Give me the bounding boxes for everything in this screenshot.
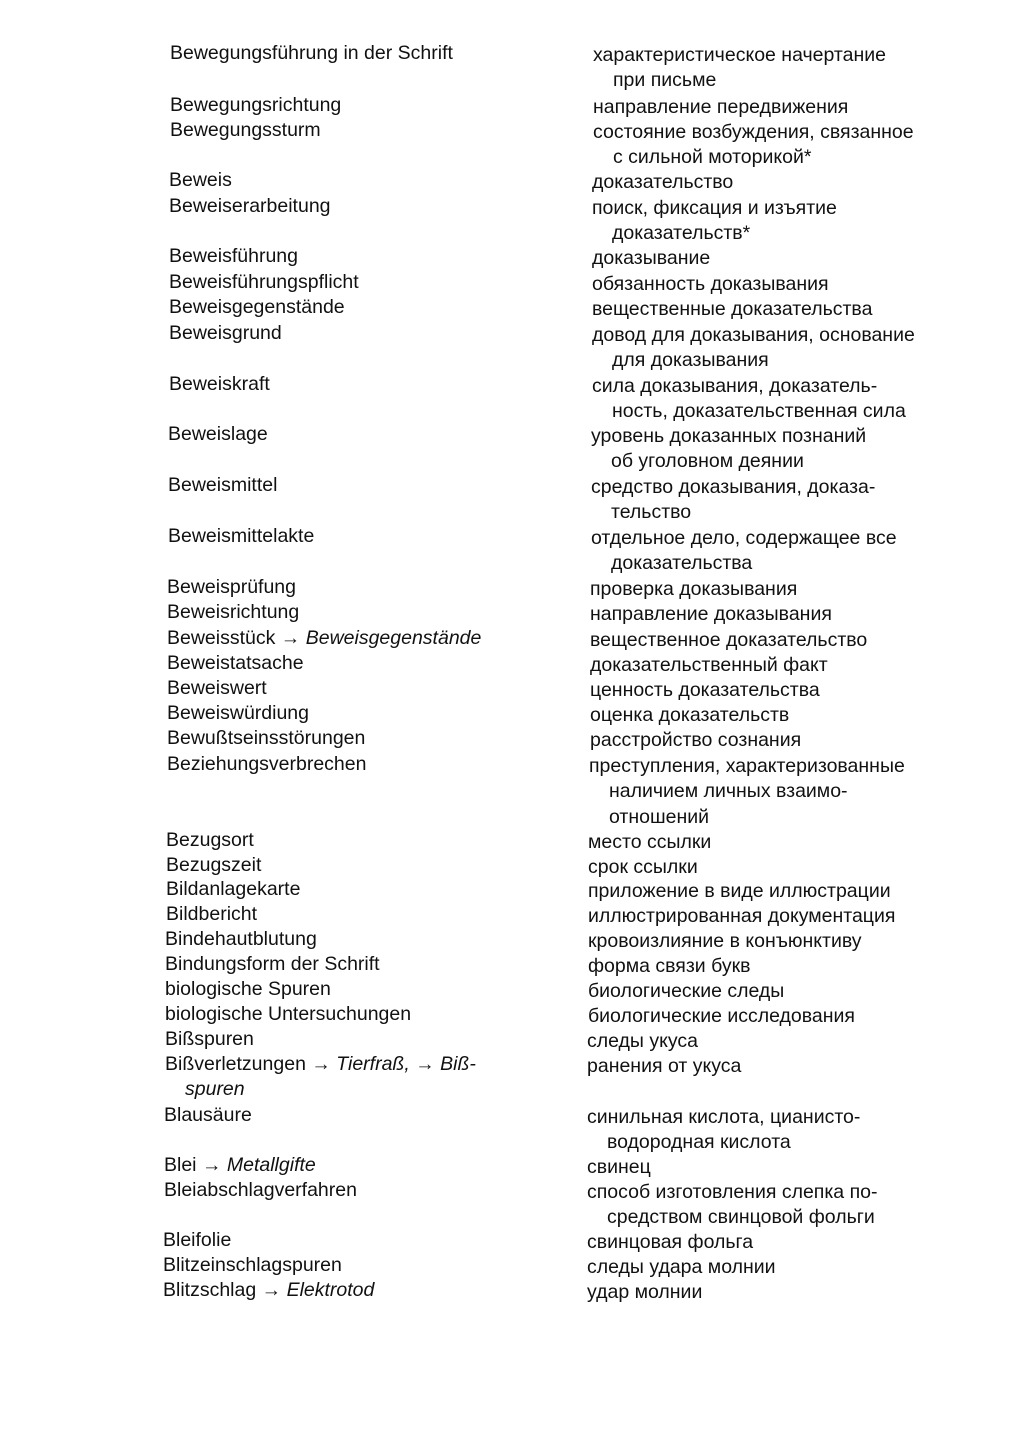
- entry-translation: расстройство сознания: [590, 729, 802, 751]
- entry-translation: довод для доказывания, основание для доказывания: [592, 324, 915, 372]
- entry-term: Bezugsort: [166, 829, 254, 851]
- entry-translation: ранения от укуса: [587, 1055, 742, 1077]
- entry-translation: свинец: [587, 1156, 651, 1178]
- entry-term: biologische Untersuchungen: [165, 1003, 412, 1025]
- entry-term: Beweis: [169, 169, 232, 191]
- entry-term: Bewußtseinsstörungen: [167, 727, 366, 749]
- cross-reference: Tierfraß,: [336, 1053, 410, 1075]
- entry-term: Bewegungssturm: [170, 119, 321, 141]
- entry-term: Beweisstück → Beweisgegenstände: [167, 627, 482, 649]
- cross-reference: Metallgifte: [226, 1154, 316, 1176]
- cross-reference-continuation: spuren: [185, 1078, 245, 1101]
- entry-term: Beweiswert: [167, 677, 267, 699]
- arrow-right-icon: →: [280, 627, 301, 649]
- entry-translation: состояние возбуждения, связанное с сильной моторикой*: [593, 121, 914, 169]
- entry-term: Blitzeinschlagspuren: [163, 1254, 342, 1276]
- cross-reference: Elektrotod: [286, 1279, 375, 1301]
- entry-term: Blausäure: [164, 1104, 252, 1126]
- entry-term: Beweisprüfung: [167, 576, 296, 598]
- entry-translation: место ссылки: [588, 831, 712, 853]
- entry-translation: следы укуса: [587, 1030, 698, 1052]
- entry-translation: свинцовая фольга: [587, 1231, 754, 1253]
- entry-term: Bleifolie: [163, 1229, 232, 1251]
- cross-reference: Biß-: [440, 1053, 476, 1075]
- entry-term: Bildbericht: [166, 903, 258, 925]
- entry-term: Beweisrichtung: [167, 601, 300, 623]
- entry-term: Beweislage: [168, 423, 268, 445]
- entry-translation: иллюстрированная документация: [588, 905, 896, 927]
- entry-term: Beweisgegenstände: [169, 296, 345, 318]
- entry-term: Bindungsform der Schrift: [165, 953, 380, 975]
- entry-term: Beweisgrund: [169, 322, 282, 344]
- entry-translation: форма связи букв: [588, 955, 751, 977]
- entry-translation: способ изготовления слепка по- средством свинцовой фольги: [587, 1181, 878, 1229]
- entry-translation: доказательственный факт: [590, 654, 828, 676]
- entry-term: Bezugszeit: [166, 854, 262, 876]
- entry-term: Bildanlagekarte: [166, 878, 301, 900]
- entry-translation: доказывание: [592, 247, 711, 269]
- entry-term: Bißspuren: [165, 1028, 254, 1050]
- arrow-right-icon: →: [201, 1154, 222, 1176]
- entry-translation: синильная кислота, цианисто- водородная кислота: [587, 1106, 861, 1154]
- entry-translation: оценка доказательств: [590, 704, 790, 726]
- entry-translation: вещественные доказательства: [592, 298, 873, 320]
- entry-translation: отдельное дело, содержащее все доказательства: [591, 527, 897, 575]
- entry-term: biologische Spuren: [165, 978, 331, 1000]
- entry-term: Blei → Metallgifte: [164, 1154, 316, 1176]
- entry-translation: направление передвижения: [593, 96, 849, 118]
- entry-term: Beweiswürdiung: [167, 702, 309, 724]
- entry-translation: направление доказывания: [590, 603, 832, 625]
- entry-translation: преступления, характеризованные наличием личных взаимо- отношений: [589, 755, 905, 828]
- entry-term: Beweisführungspflicht: [169, 271, 359, 293]
- entry-translation: следы удара молнии: [587, 1256, 776, 1278]
- arrow-right-icon: →: [311, 1053, 331, 1075]
- entry-translation: сила доказывания, доказатель- ность, доказательственная сила: [592, 375, 906, 423]
- entry-term: Bleiabschlagverfahren: [164, 1179, 357, 1201]
- entry-term: Bißverletzungen → Tierfraß, → Biß- spuren: [165, 1052, 545, 1103]
- entry-term: Blitzschlag → Elektrotod: [163, 1279, 375, 1301]
- entry-term: Beweistatsache: [167, 652, 304, 674]
- entry-translation: обязанность доказывания: [592, 273, 829, 295]
- entry-translation: ценность доказательства: [590, 679, 820, 701]
- entry-term: Bindehautblutung: [165, 928, 317, 950]
- entry-term: Bewegungsführung in der Schrift: [170, 42, 453, 64]
- entry-term: Beweiserarbeitung: [169, 195, 331, 217]
- entry-term: Beziehungsverbrechen: [167, 753, 367, 775]
- entry-translation: биологические следы: [588, 980, 785, 1002]
- entry-translation: приложение в виде иллюстрации: [588, 880, 891, 902]
- entry-translation: удар молнии: [587, 1281, 703, 1303]
- entry-term: Beweismittel: [168, 474, 278, 496]
- entry-translation: доказательство: [592, 171, 734, 193]
- entry-translation: поиск, фиксация и изъятие доказательств*: [592, 197, 837, 245]
- entry-term: Bewegungsrichtung: [170, 94, 342, 116]
- entry-term: Beweiskraft: [169, 373, 270, 395]
- entry-translation: характеристическое начертание при письме: [593, 44, 886, 92]
- arrow-right-icon: →: [415, 1053, 435, 1075]
- entry-translation: вещественное доказательство: [590, 629, 868, 651]
- entry-translation: кровоизлияние в конъюнктиву: [588, 930, 862, 952]
- cross-reference: Beweisgegenstände: [305, 627, 482, 649]
- entry-translation: биологические исследования: [588, 1005, 855, 1027]
- entry-translation: уровень доказанных познаний об уголовном деянии: [591, 425, 867, 473]
- entry-term: Beweisführung: [169, 245, 298, 267]
- entry-translation: проверка доказывания: [590, 578, 798, 600]
- entry-translation: срок ссылки: [588, 856, 698, 878]
- entry-term: Beweismittelakte: [168, 525, 315, 547]
- arrow-right-icon: →: [261, 1279, 282, 1301]
- entry-translation: средство доказывания, доказа- тельство: [591, 476, 876, 524]
